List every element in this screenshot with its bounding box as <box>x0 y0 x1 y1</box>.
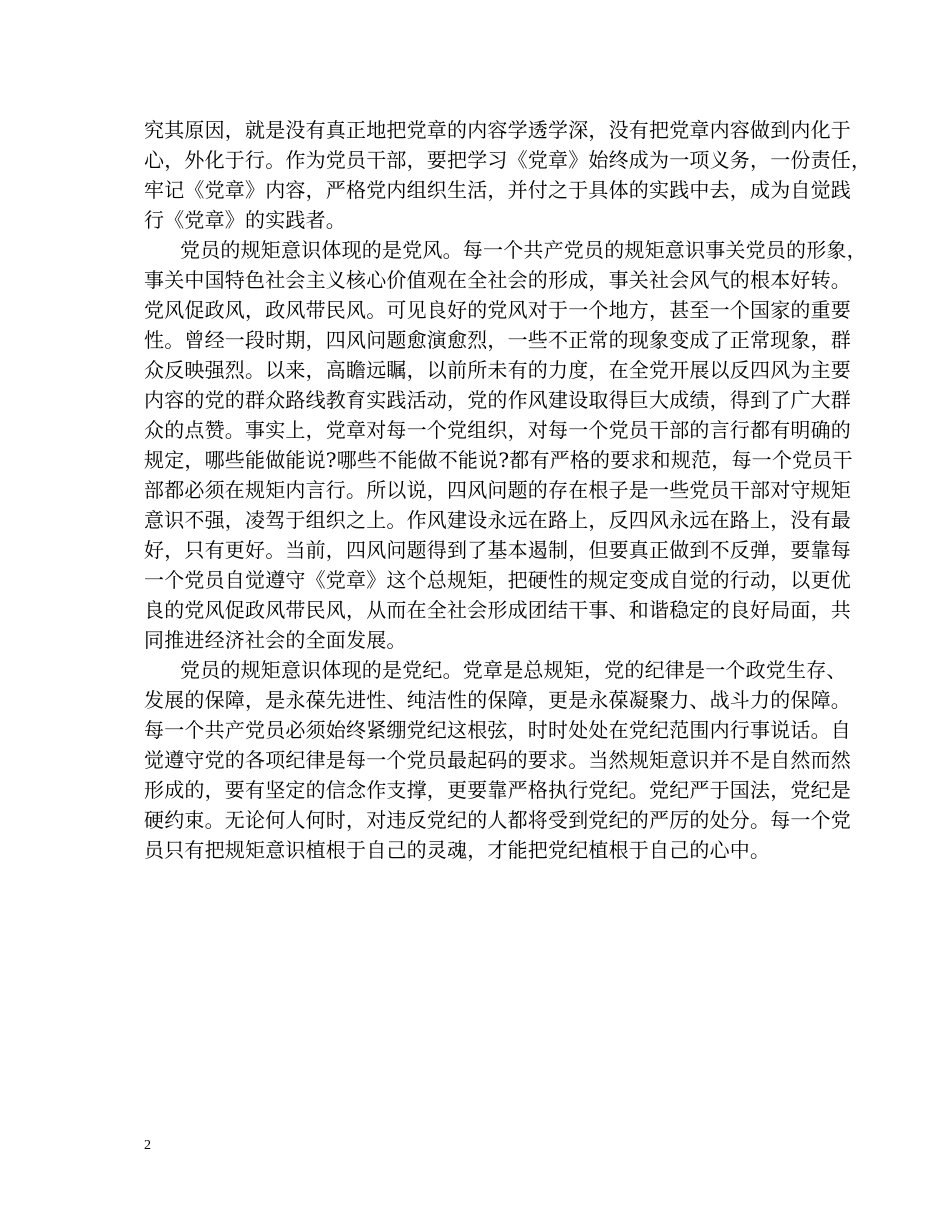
text-line: 众的点赞。事实上，党章对每一个党组织，对每一个党员干部的言行都有明确的 <box>144 418 851 442</box>
text-line: 众反映强烈。以来，高瞻远瞩，以前所未有的力度，在全党开展以反四风为主要 <box>144 358 851 382</box>
text-line: 好，只有更好。当前，四风问题得到了基本遏制，但要真正做到不反弹，要靠每 <box>144 538 851 562</box>
text-line: 党风促政风，政风带民风。可见良好的党风对于一个地方，甚至一个国家的重要 <box>144 298 851 322</box>
text-line: 党员的规矩意识体现的是党风。每一个共产党员的规矩意识事关党员的形象， <box>180 238 867 262</box>
text-line: 每一个共产党员必须始终紧绷党纪这根弦，时时处处在党纪范围内行事说话。自 <box>144 718 851 742</box>
text-line: 觉遵守党的各项纪律是每一个党员最起码的要求。当然规矩意识并不是自然而然 <box>144 748 851 772</box>
text-line: 部都必须在规矩内言行。所以说，四风问题的存在根子是一些党员干部对守规矩 <box>144 478 851 502</box>
text-line: 良的党风促政风带民风，从而在全社会形成团结干事、和谐稳定的良好局面，共 <box>144 598 851 622</box>
paragraph-2 <box>144 235 867 655</box>
text-line: 形成的，要有坚定的信念作支撑，更要靠严格执行党纪。党纪严于国法，党纪是 <box>144 778 851 802</box>
text-line: 党员的规矩意识体现的是党纪。党章是总规矩，党的纪律是一个政党生存、 <box>180 658 847 682</box>
text-line: 心，外化于行。作为党员干部，要把学习《党章》始终成为一项义务，一份责任， <box>144 148 872 172</box>
text-line: 员只有把规矩意识植根于自己的灵魂，才能把党纪植根于自己的心中。 <box>144 838 771 862</box>
text-line: 事关中国特色社会主义核心价值观在全社会的形成，事关社会风气的根本好转。 <box>144 268 851 292</box>
text-line: 性。曾经一段时期，四风问题愈演愈烈，一些不正常的现象变成了正常现象，群 <box>144 328 851 352</box>
text-line: 牢记《党章》内容，严格党内组织生活，并付之于具体的实践中去，成为自觉践 <box>144 178 851 202</box>
text-line: 意识不强，凌驾于组织之上。作风建设永远在路上，反四风永远在路上，没有最 <box>144 508 851 532</box>
paragraph-3 <box>144 655 851 865</box>
text-line: 同推进经济社会的全面发展。 <box>144 628 407 652</box>
text-line: 行《党章》的实践者。 <box>144 208 346 232</box>
paragraph-1 <box>144 115 872 235</box>
text-line: 究其原因，就是没有真正地把党章的内容学透学深，没有把党章内容做到内化于 <box>144 118 851 142</box>
text-line: 内容的党的群众路线教育实践活动，党的作风建设取得巨大成绩，得到了广大群 <box>144 388 851 412</box>
document-body <box>144 115 872 865</box>
text-line: 一个党员自觉遵守《党章》这个总规矩，把硬性的规定变成自觉的行动，以更优 <box>144 568 851 592</box>
text-line: 硬约束。无论何人何时，对违反党纪的人都将受到党纪的严厉的处分。每一个党 <box>144 808 851 832</box>
text-line: 规定，哪些能做能说?哪些不能做不能说?都有严格的要求和规范，每一个党员干 <box>144 448 853 472</box>
page-number: 2 <box>144 1138 151 1153</box>
text-line: 发展的保障，是永葆先进性、纯洁性的保障，更是永葆凝聚力、战斗力的保障。 <box>144 688 851 712</box>
